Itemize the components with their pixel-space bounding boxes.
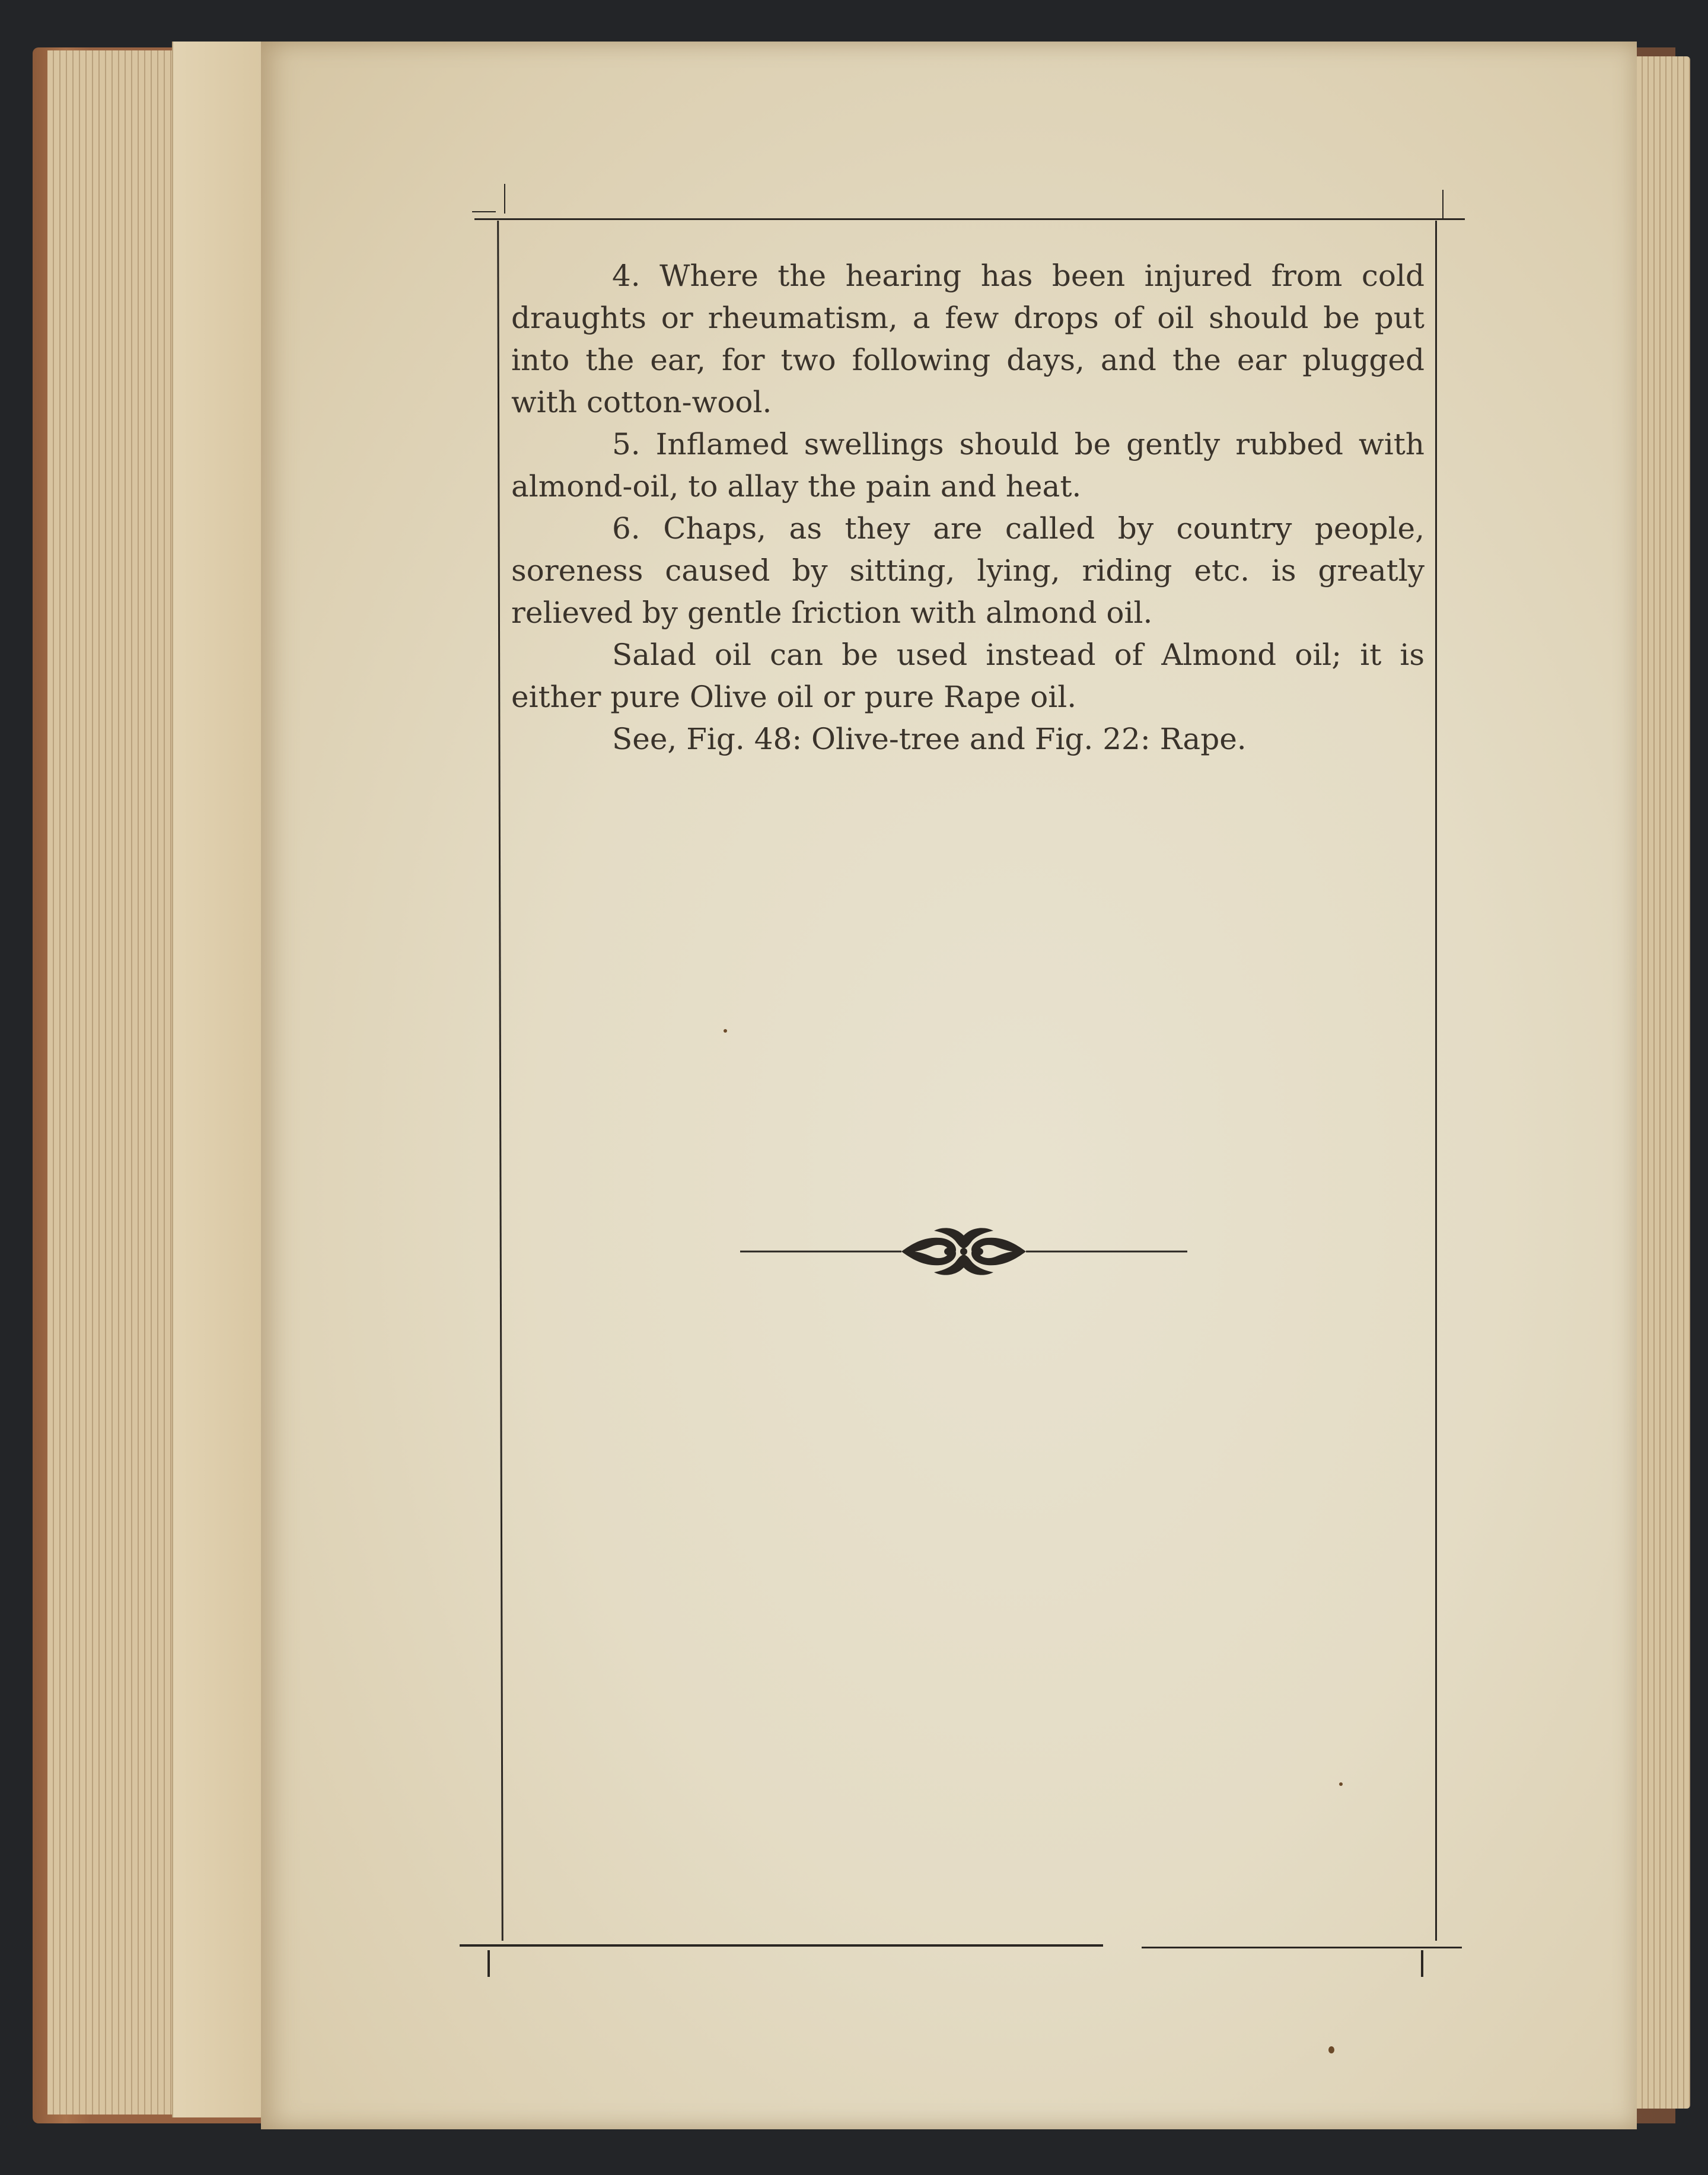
paragraph-5: 5. Inflamed swellings should be gently rubbed with almond-oil, to allay the pain and heat. [511, 427, 1425, 504]
paragraph-salad-oil: Salad oil can be used instead of Almond oil; it is either pure Olive oil or pure Rape oil. [511, 638, 1425, 714]
body-text [511, 255, 1425, 760]
decorative-ornament-icon [735, 1219, 1192, 1284]
paper-speck [1328, 2046, 1334, 2053]
left-page-fold [172, 42, 269, 2117]
frame-bottom-rule-right [1142, 1947, 1462, 1948]
frame-bottom-rule-left [460, 1944, 1103, 1947]
paragraph-4: 4. Where the hearing has been injured from cold draughts or rheumatism, a few drops of oil should be put into the ear, for two following days, and the ear plugged with cotton-wool. [511, 259, 1425, 419]
paragraph-see-figures: See, Fig. 48: Olive-tree and Fig. 22: Rape. [612, 722, 1247, 756]
paper-speck [724, 1029, 727, 1033]
frame-top-right-vertical-tick [1442, 190, 1443, 219]
frame-top-rule [474, 218, 1465, 220]
paper-speck [1339, 1782, 1343, 1786]
paragraph-6: 6. Chaps, as they are called by country people, soreness caused by sitting, lying, riding etc. is greatly relieved by gentle ſriction with almond oil. [511, 511, 1425, 630]
frame-top-left-vertical-tick [504, 184, 505, 214]
frame-bottom-left-tick [487, 1950, 490, 1977]
frame-top-left-tick [472, 211, 496, 212]
frame-right-rule [1435, 221, 1437, 1941]
frame-bottom-right-tick [1421, 1950, 1423, 1977]
